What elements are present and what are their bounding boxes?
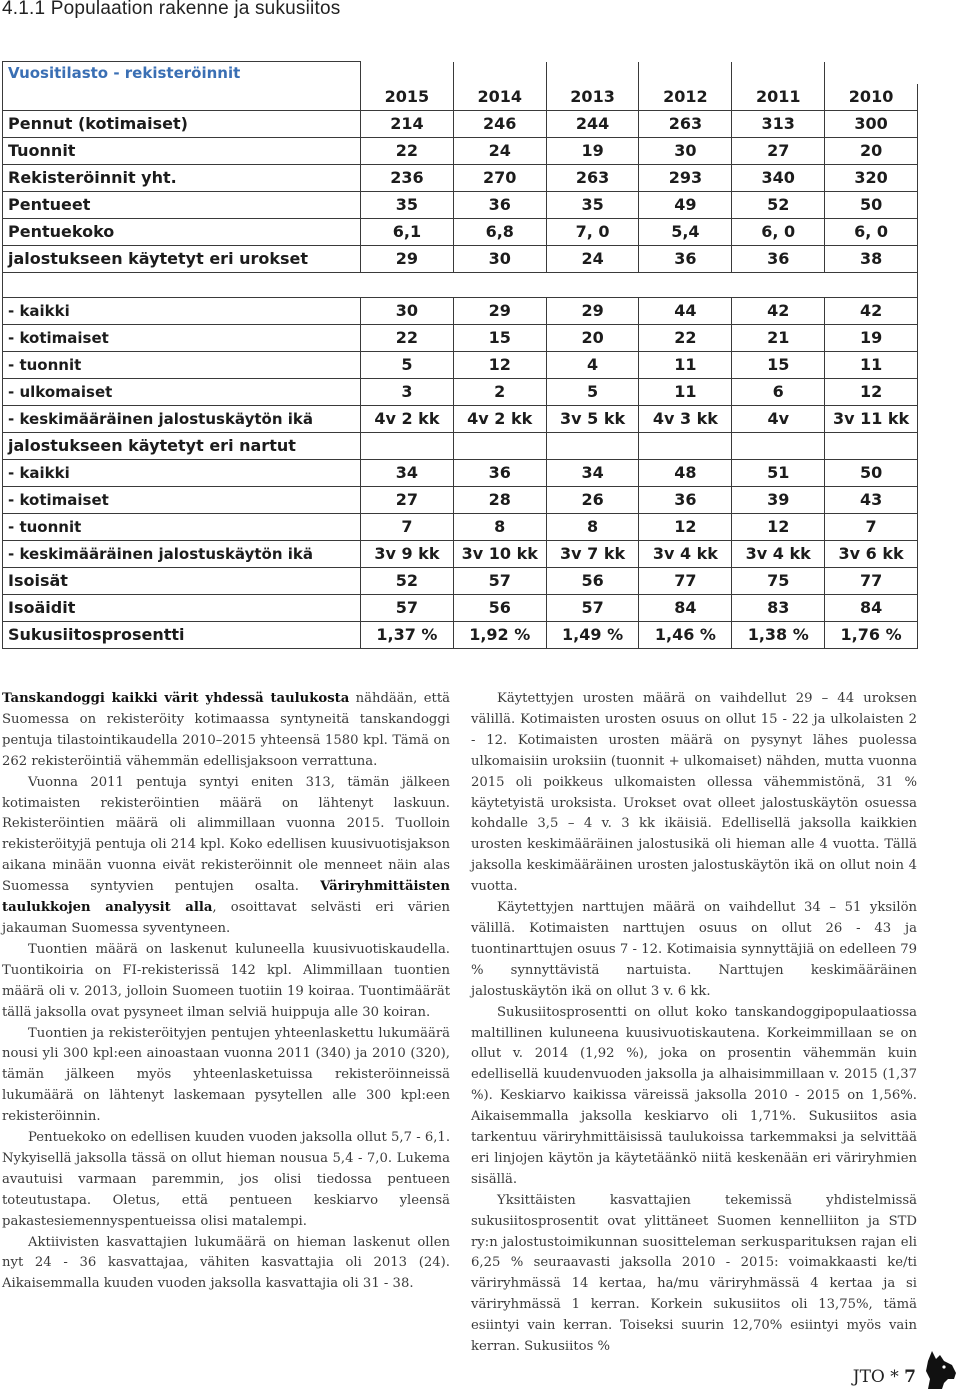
table-cell: 6,1 xyxy=(361,219,454,246)
table-cell: 1,37 % xyxy=(361,622,454,649)
table-row xyxy=(3,325,918,352)
table-cell: 28 xyxy=(453,487,546,514)
paragraph-males: Käytettyjen urosten määrä on vaihdellut 29 – 44 uroksen välillä. Kotimaisten urosten osuus on ollut 15 - 22 ja ulkolaisten 2 - 12. Kotimaisten urosten määrä on pysynyt lähes puolessa ulkomaisiin uroksiin (tuonnit + ulkomaiset) nähden, mutta vuonna 2015 oli poikkeus ulkomaisten ollessa vähemmistönä, 31 % käytetyistä uroksista. Urokset ovat olleet jalostuskäytön osuessa kohdalle 3,5 – 4 v. 3 kk ikäisiä. Edellisellä jaksolla kaikkien urosten keskimääräinen jalostusikä oli hieman alle 4 vuotta. Tällä jaksolla keskimääräinen urosten jalostuskäytön ikä on ollut noin 4 vuotta. xyxy=(471,691,917,895)
gap-cell xyxy=(546,273,639,298)
table-subheading-row xyxy=(3,433,918,460)
table-cell: 4v xyxy=(732,406,825,433)
table-cell xyxy=(825,433,918,460)
table-cell: 246 xyxy=(453,111,546,138)
table-cell: 42 xyxy=(732,298,825,325)
table-cell: 3v 4 kk xyxy=(639,541,732,568)
table-cell: 11 xyxy=(639,352,732,379)
table-header-label xyxy=(3,84,361,111)
table-cell: 36 xyxy=(732,246,825,273)
gap-cell xyxy=(453,273,546,298)
table-cell: 20 xyxy=(546,325,639,352)
table-row xyxy=(3,406,918,433)
table-cell: 44 xyxy=(639,298,732,325)
table-cell: 1,76 % xyxy=(825,622,918,649)
row-label: - kaikki xyxy=(3,460,361,487)
registrations-text-b: , osoittavat selvästi eri värien jakauman Suomessa syventyneen. xyxy=(2,900,450,936)
row-label: - tuonnit xyxy=(3,352,361,379)
table-cell: 6, 0 xyxy=(825,219,918,246)
table-row xyxy=(3,246,918,273)
table-cell: 8 xyxy=(453,514,546,541)
right-text-column xyxy=(471,689,917,1358)
table-cell: 244 xyxy=(546,111,639,138)
table-cell: 340 xyxy=(732,165,825,192)
table-cell: 36 xyxy=(639,246,732,273)
table-cell: 3v 6 kk xyxy=(825,541,918,568)
table-title-spacer xyxy=(639,62,732,85)
table-header-row xyxy=(3,84,918,111)
table-cell: 34 xyxy=(361,460,454,487)
paragraph-breeder-inbreeding: Yksittäisten kasvattajien tekemissä yhdistelmissä sukusiitosprosentit ovat ylittäneet Suomen kennelliiton ja STD ry:n jalostustoimikunnan suositteleman serkusparituksen rajan eli 6,25 % seuraavasti jaksolla 2010 - 2015: voimakkaasti ke/ti väriryhmässä 14 kertaa, ha/mu väriryhmässä 4 kertaa ja si väriryhmässä 1 kerran. Korkein sukusiitos oli 13,75%, tämä esiintyi vain kerran. Toiseksi suurin 12,70% esiintyi myös vain kerran. Sukusiitos % xyxy=(471,1192,917,1355)
table-cell: 5,4 xyxy=(639,219,732,246)
paragraph-breeders: Aktiivisten kasvattajien lukumäärä on hieman laskenut ollen nyt 24 - 36 kasvattajaa, vähiten kasvattajia oli 2013 (24). Aikaisemmalla kuuden vuoden jaksolla kasvattajia oli 31 - 38. xyxy=(2,1234,450,1292)
page-footer xyxy=(853,1367,916,1387)
year-header: 2012 xyxy=(639,84,732,111)
table-cell: 12 xyxy=(639,514,732,541)
table-cell: 2 xyxy=(453,379,546,406)
page-number: 7 xyxy=(904,1367,916,1387)
table-cell: 8 xyxy=(546,514,639,541)
great-dane-head-icon xyxy=(922,1349,958,1391)
table-cell: 49 xyxy=(639,192,732,219)
row-label: Isoäidit xyxy=(3,595,361,622)
registrations-bold: Väriryhmittäisten taulukkojen analyysit alla xyxy=(2,879,450,916)
paragraph-intro xyxy=(2,689,450,773)
table-cell: 3v 11 kk xyxy=(825,406,918,433)
table-cell: 27 xyxy=(732,138,825,165)
row-label: Pentueet xyxy=(3,192,361,219)
table-row xyxy=(3,111,918,138)
table-cell: 36 xyxy=(453,460,546,487)
table-cell: 29 xyxy=(453,298,546,325)
table-cell: 21 xyxy=(732,325,825,352)
row-label: Isoisät xyxy=(3,568,361,595)
table-cell: 3 xyxy=(361,379,454,406)
row-label: - ulkomaiset xyxy=(3,379,361,406)
year-header: 2010 xyxy=(825,84,918,111)
row-label: Pennut (kotimaiset) xyxy=(3,111,361,138)
table-cell: 4 xyxy=(546,352,639,379)
intro-text: nähdään, että Suomessa on rekisteröity kotimaassa syntyneitä tanskandoggi pentuja tilastointikaudella 2010–2015 yhteensä 1580 kpl. Tämä on 262 rekisteröintiä vähemmän edellisjaksoon verrattuna. xyxy=(2,691,450,769)
table-cell: 36 xyxy=(639,487,732,514)
table-cell xyxy=(361,433,454,460)
table-cell: 1,92 % xyxy=(453,622,546,649)
table-row xyxy=(3,487,918,514)
table-cell: 12 xyxy=(825,379,918,406)
table-cell: 35 xyxy=(361,192,454,219)
paragraph-totals: Tuontien ja rekisteröityjen pentujen yhteenlaskettu lukumäärä nousi yli 300 kpl:een ainoastaan vuonna 2011 (340) ja 2010 (320), tämän jälkeen myös yhteenlasketuissa rekisteröinneissä lukumäärä on lähtenyt laskemaan pysytellen alle 300 kpl:een rekisteröinnin. xyxy=(2,1025,450,1125)
gap-cell xyxy=(639,273,732,298)
table-cell: 48 xyxy=(639,460,732,487)
table-cell xyxy=(546,433,639,460)
table-cell: 19 xyxy=(825,325,918,352)
table-cell: 7, 0 xyxy=(546,219,639,246)
table-row xyxy=(3,595,918,622)
table-cell: 39 xyxy=(732,487,825,514)
table-cell: 22 xyxy=(361,138,454,165)
table-cell: 15 xyxy=(732,352,825,379)
table-cell: 15 xyxy=(453,325,546,352)
table-cell: 42 xyxy=(825,298,918,325)
paragraph-imports: Tuontien määrä on laskenut kuluneella kuusivuotiskaudella. Tuontikoiria on FI-rekisterissä 142 kpl. Alimmillaan tuontien määrä oli v. 2013, jolloin Suomeen tuotiin 19 koiraa. Tuontimäärät tällä jaksolla ovat pysyneet ilman selviä huippuja alle 30 koiran. xyxy=(2,941,450,1020)
paragraph-litter-size: Pentuekoko on edellisen kuuden vuoden jaksolla ollut 5,7 - 6,1. Nykyisellä jaksolla tässä on ollut hieman nousua 5,4 - 7,0. Lukema avautuisi varmaan paremmin, jos olisi tiedossa pentueen toteutustapa. Oletus, että pentueen keskiarvo yleensä pakastesiemennyspentueissa olisi matalempi. xyxy=(2,1130,451,1229)
table-cell: 43 xyxy=(825,487,918,514)
table-cell: 4v 3 kk xyxy=(639,406,732,433)
table-cell: 5 xyxy=(361,352,454,379)
females-subheading: jalostukseen käytetyt eri nartut xyxy=(3,433,361,460)
table-cell: 6 xyxy=(732,379,825,406)
gap-cell xyxy=(361,273,454,298)
table-row xyxy=(3,352,918,379)
table-cell: 26 xyxy=(546,487,639,514)
row-label: - keskimääräinen jalostuskäytön ikä xyxy=(3,406,361,433)
table-cell: 12 xyxy=(732,514,825,541)
table-cell: 24 xyxy=(453,138,546,165)
table-cell: 1,46 % xyxy=(639,622,732,649)
paragraph-inbreeding: Sukusiitosprosentti on ollut koko tanskandoggipopulaatiossa maltillinen kuluneena kuusivuotiskautena. Korkeimmillaan se on ollut v. 2014 (1,92 %), joka on prosentin vähemmän kuin edellisellä kuudenvuoden jaksolla ja alhaisimmillaan v. 2015 (1,37 %). Keskiarvo kaikissa väreissä jaksolla 2010 - 2015 on 1,56%. Aikaisemmalla jaksolla keskiarvo oli 1,71%. Sukusiitos asia tarkentuu väriryhmittäisissä taulukoissa tarkemmaksi ja selvittää eri linjojen käytön ja käytetäänkö niitä keskenään eri väriryhmien sisällä. xyxy=(471,1004,917,1187)
table-cell xyxy=(453,433,546,460)
row-label: Tuonnit xyxy=(3,138,361,165)
table-row xyxy=(3,460,918,487)
table-row xyxy=(3,138,918,165)
table-cell: 11 xyxy=(639,379,732,406)
table-cell: 293 xyxy=(639,165,732,192)
table-cell: 27 xyxy=(361,487,454,514)
table-row xyxy=(3,298,918,325)
table-cell: 29 xyxy=(361,246,454,273)
table-cell: 84 xyxy=(639,595,732,622)
table-title-spacer xyxy=(825,62,918,85)
table-cell: 83 xyxy=(732,595,825,622)
table-cell: 77 xyxy=(825,568,918,595)
table-cell: 30 xyxy=(639,138,732,165)
table-cell: 22 xyxy=(361,325,454,352)
table-cell: 35 xyxy=(546,192,639,219)
table-cell: 3v 4 kk xyxy=(732,541,825,568)
table-cell: 75 xyxy=(732,568,825,595)
table-cell: 6,8 xyxy=(453,219,546,246)
year-header: 2015 xyxy=(361,84,454,111)
table-cell: 30 xyxy=(453,246,546,273)
table-row xyxy=(3,219,918,246)
row-label: - kaikki xyxy=(3,298,361,325)
table-cell: 3v 10 kk xyxy=(453,541,546,568)
paragraph-registrations xyxy=(2,773,450,940)
table-cell: 38 xyxy=(825,246,918,273)
row-label: Pentuekoko xyxy=(3,219,361,246)
table-title-row xyxy=(3,62,918,85)
table-cell: 36 xyxy=(453,192,546,219)
table-cell: 6, 0 xyxy=(732,219,825,246)
year-header: 2011 xyxy=(732,84,825,111)
table-cell: 50 xyxy=(825,192,918,219)
table-cell: 214 xyxy=(361,111,454,138)
table-title-spacer xyxy=(732,62,825,85)
section-heading: 4.1.1 Populaation rakenne ja sukusiitos xyxy=(2,0,341,19)
table-cell: 300 xyxy=(825,111,918,138)
year-header: 2014 xyxy=(453,84,546,111)
row-label: - keskimääräinen jalostuskäytön ikä xyxy=(3,541,361,568)
row-label: - kotimaiset xyxy=(3,487,361,514)
table-cell: 84 xyxy=(825,595,918,622)
table-cell: 3v 7 kk xyxy=(546,541,639,568)
table-cell: 50 xyxy=(825,460,918,487)
table-cell: 263 xyxy=(639,111,732,138)
table-cell: 56 xyxy=(546,568,639,595)
table-cell: 34 xyxy=(546,460,639,487)
table-cell xyxy=(732,433,825,460)
table-cell: 20 xyxy=(825,138,918,165)
table-row xyxy=(3,514,918,541)
table-row xyxy=(3,541,918,568)
table-title-spacer xyxy=(361,62,454,85)
table-cell: 52 xyxy=(732,192,825,219)
table-cell: 22 xyxy=(639,325,732,352)
table-title: Vuositilasto - rekisteröinnit xyxy=(3,62,361,85)
table-cell xyxy=(639,433,732,460)
table-cell: 7 xyxy=(361,514,454,541)
table-cell: 56 xyxy=(453,595,546,622)
table-row xyxy=(3,568,918,595)
table-cell: 11 xyxy=(825,352,918,379)
registration-statistics-table xyxy=(2,61,918,644)
table-cell: 52 xyxy=(361,568,454,595)
table-row xyxy=(3,622,918,649)
gap-cell xyxy=(732,273,825,298)
table-cell: 3v 5 kk xyxy=(546,406,639,433)
table-cell: 320 xyxy=(825,165,918,192)
table-cell: 263 xyxy=(546,165,639,192)
row-label: jalostukseen käytetyt eri urokset xyxy=(3,246,361,273)
intro-bold: Tanskandoggi kaikki värit yhdessä taulukosta xyxy=(2,691,350,706)
row-label: Sukusiitosprosentti xyxy=(3,622,361,649)
table-gap-row xyxy=(3,273,918,298)
year-header: 2013 xyxy=(546,84,639,111)
table-row xyxy=(3,165,918,192)
table-cell: 3v 9 kk xyxy=(361,541,454,568)
table-cell: 236 xyxy=(361,165,454,192)
table-cell: 313 xyxy=(732,111,825,138)
table-title-spacer xyxy=(453,62,546,85)
table-row xyxy=(3,192,918,219)
table-cell: 4v 2 kk xyxy=(361,406,454,433)
table-cell: 24 xyxy=(546,246,639,273)
left-text-column xyxy=(2,689,450,1295)
table-cell: 51 xyxy=(732,460,825,487)
gap-cell xyxy=(825,273,918,298)
table-cell: 77 xyxy=(639,568,732,595)
row-label: Rekisteröinnit yht. xyxy=(3,165,361,192)
table-row xyxy=(3,379,918,406)
table-cell: 4v 2 kk xyxy=(453,406,546,433)
table-cell: 270 xyxy=(453,165,546,192)
table-cell: 1,38 % xyxy=(732,622,825,649)
table-cell: 57 xyxy=(361,595,454,622)
gap-cell xyxy=(3,273,361,298)
journal-name: JTO xyxy=(852,1367,885,1387)
table-cell: 57 xyxy=(453,568,546,595)
row-label: - kotimaiset xyxy=(3,325,361,352)
paragraph-females: Käytettyjen narttujen määrä on vaihdellut 34 – 51 yksilön välillä. Kotimaisten narttujen osuus on ollut 26 - 43 ja tuontinarttujen osuus 7 - 12. Kotimaisia synnyttäjiä on edelleen 79 % synnyttävistä nartuista. Narttujen keskimääräinen jalostuskäytön ikä on ollut 3 v. 6 kk. xyxy=(471,900,917,999)
table-cell: 19 xyxy=(546,138,639,165)
stats-table xyxy=(2,61,918,649)
table-cell: 7 xyxy=(825,514,918,541)
table-cell: 30 xyxy=(361,298,454,325)
row-label: - tuonnit xyxy=(3,514,361,541)
table-cell: 29 xyxy=(546,298,639,325)
table-cell: 12 xyxy=(453,352,546,379)
registrations-text-a: Vuonna 2011 pentuja syntyi eniten 313, tämän jälkeen kotimaisten rekisteröintien määrä on lähtenyt laskuun. Rekisteröintien määrä oli alimmillaan vuonna 2015. Tuolloin rekisteröityjä pentuja oli 214 kpl. Koko edellisen kuusivuotisjakson aikana minään vuonna eivät rekisteröinnit ole menneet näin alas Suomessa syntyvien pentujen osalta. xyxy=(2,774,450,895)
table-cell: 5 xyxy=(546,379,639,406)
table-cell: 1,49 % xyxy=(546,622,639,649)
footer-separator: * xyxy=(884,1367,905,1387)
table-title-spacer xyxy=(546,62,639,85)
table-cell: 57 xyxy=(546,595,639,622)
